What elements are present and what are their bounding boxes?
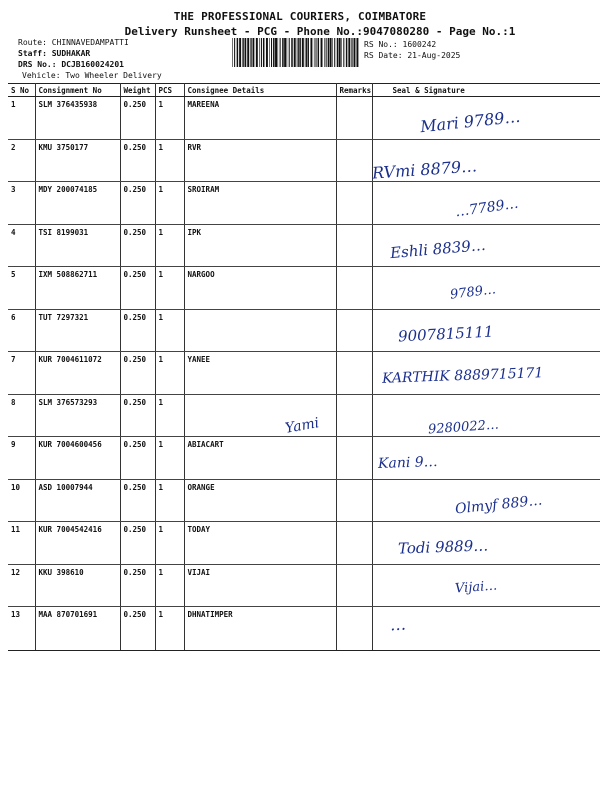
- handwritten-signature: Todi 9889…: [397, 536, 489, 558]
- barcode-bar: [316, 38, 317, 67]
- consignee-cell: RVR: [184, 139, 336, 182]
- consignee-cell: YANEE: [184, 352, 336, 395]
- consignment-no-cell: IXM 508862711: [35, 267, 120, 310]
- remarks-cell: [336, 267, 372, 310]
- barcode-bar: [289, 38, 290, 67]
- consignment-no-cell: SLM 376573293: [35, 394, 120, 437]
- table-row: [8, 182, 600, 225]
- table-row: [8, 522, 600, 565]
- weight-cell: 0.250: [120, 522, 155, 565]
- barcode-bar: [337, 38, 339, 67]
- handwritten-signature: Eshli 8839…: [389, 235, 487, 263]
- barcode-bar: [330, 38, 332, 67]
- signature-cell: [372, 182, 600, 225]
- table-header-row: [8, 84, 600, 97]
- consignee-cell: [184, 309, 336, 352]
- barcode-bar: [324, 38, 325, 67]
- pcs-cell: 1: [155, 607, 184, 651]
- barcode-bar: [237, 38, 239, 67]
- signature-cell: [372, 224, 600, 267]
- weight-cell: 0.250: [120, 309, 155, 352]
- barcode-bar: [239, 38, 241, 67]
- sno-cell: 12: [8, 564, 35, 607]
- barcode-bar: [306, 38, 307, 67]
- pcs-cell: 1: [155, 309, 184, 352]
- handwritten-signature: 9789…: [449, 282, 497, 303]
- barcode-bar: [339, 38, 341, 67]
- signature-cell: [372, 139, 600, 182]
- pcs-cell: 1: [155, 437, 184, 480]
- barcode-bar: [354, 38, 356, 67]
- barcode-bar: [232, 38, 233, 67]
- table-row: [8, 394, 600, 437]
- consignee-cell: TODAY: [184, 522, 336, 565]
- pcs-cell: 1: [155, 394, 184, 437]
- sno-cell: 7: [8, 352, 35, 395]
- weight-cell: 0.250: [120, 437, 155, 480]
- weight-cell: 0.250: [120, 564, 155, 607]
- consignee-cell: ABIACART: [184, 437, 336, 480]
- barcode-bar: [328, 38, 330, 67]
- weight-cell: 0.250: [120, 267, 155, 310]
- remarks-cell: [336, 309, 372, 352]
- barcode-bar: [326, 38, 327, 67]
- signature-cell: [372, 564, 600, 607]
- barcode-bar: [247, 38, 249, 67]
- weight-cell: 0.250: [120, 97, 155, 140]
- rs-date: RS Date: 21-Aug-2025: [364, 51, 461, 60]
- barcode-bar: [318, 38, 320, 67]
- signature-cell: [372, 394, 600, 437]
- consignee-cell: DHNATIMPER: [184, 607, 336, 651]
- barcode-bar: [256, 38, 258, 67]
- weight-cell: 0.250: [120, 224, 155, 267]
- signature-cell: [372, 309, 600, 352]
- pcs-cell: 1: [155, 139, 184, 182]
- col-consignee-details: Consignee Details: [184, 84, 336, 97]
- barcode-bar: [332, 38, 333, 67]
- barcode-bar: [250, 38, 251, 67]
- barcode-bar: [307, 38, 309, 67]
- barcode-bar: [259, 38, 260, 67]
- sno-cell: 4: [8, 224, 35, 267]
- pcs-cell: 1: [155, 479, 184, 522]
- pcs-cell: 1: [155, 224, 184, 267]
- consignment-no-cell: TUT 7297321: [35, 309, 120, 352]
- table-row: [8, 479, 600, 522]
- sno-cell: 13: [8, 607, 35, 651]
- remarks-cell: [336, 224, 372, 267]
- consignment-no-cell: KUR 7004600456: [35, 437, 120, 480]
- barcode-bar: [352, 38, 353, 67]
- barcode-bar: [294, 38, 296, 67]
- col-consignment-no: Consignment No: [35, 84, 120, 97]
- remarks-cell: [336, 182, 372, 225]
- consignment-no-cell: KMU 3750177: [35, 139, 120, 182]
- barcode-bar: [291, 38, 293, 67]
- barcode-bar: [251, 38, 252, 67]
- barcode-bar: [356, 38, 358, 67]
- barcode-bar: [271, 38, 272, 67]
- barcode-bar: [282, 38, 284, 67]
- col-weight: Weight: [120, 84, 155, 97]
- barcode-bar: [298, 38, 299, 67]
- remarks-cell: [336, 607, 372, 651]
- barcode-bar: [284, 38, 286, 67]
- handwritten-signature: KARTHIK 8889715171: [381, 365, 544, 387]
- table-row: [8, 564, 600, 607]
- consignee-cell: VIJAI: [184, 564, 336, 607]
- consignment-no-cell: KUR 7004542416: [35, 522, 120, 565]
- barcode-bar: [243, 38, 244, 67]
- barcode-bar: [314, 38, 315, 67]
- remarks-cell: [336, 394, 372, 437]
- barcode-bar: [310, 38, 312, 67]
- barcode-bar: [278, 38, 279, 67]
- barcode-bar: [299, 38, 301, 67]
- company-title: THE PROFESSIONAL COURIERS, COIMBATORE: [173, 10, 427, 23]
- pcs-cell: 1: [155, 522, 184, 565]
- barcode-bar: [297, 38, 298, 67]
- col-sno: S No: [8, 84, 35, 97]
- barcode-bar: [234, 38, 235, 67]
- weight-cell: 0.250: [120, 182, 155, 225]
- handwritten-signature: Vijai…: [454, 578, 498, 597]
- sno-cell: 10: [8, 479, 35, 522]
- remarks-cell: [336, 139, 372, 182]
- table-row: [8, 97, 600, 140]
- handwritten-signature: RVmi 8879…: [371, 156, 478, 183]
- barcode-bar: [348, 38, 350, 67]
- table-row: [8, 607, 600, 651]
- consignment-no-cell: TSI 8199031: [35, 224, 120, 267]
- sno-cell: 6: [8, 309, 35, 352]
- sno-cell: 1: [8, 97, 35, 140]
- consignee-cell: ORANGE: [184, 479, 336, 522]
- barcode-bar: [302, 38, 304, 67]
- barcode-bar: [253, 38, 255, 67]
- table-row: [8, 352, 600, 395]
- barcode-bar: [245, 38, 247, 67]
- barcode-bar: [280, 38, 281, 67]
- sno-cell: 8: [8, 394, 35, 437]
- barcode-bar: [266, 38, 268, 67]
- pcs-cell: 1: [155, 564, 184, 607]
- consignment-no-cell: KUR 7004611072: [35, 352, 120, 395]
- barcode-bar: [343, 38, 344, 67]
- consignment-no-cell: KKU 398610: [35, 564, 120, 607]
- runsheet-title: Delivery Runsheet - PCG - Phone No.:9047080280 - Page No.:1: [124, 25, 516, 38]
- handwritten-signature: Olmyf 889…: [454, 492, 544, 518]
- weight-cell: 0.250: [120, 479, 155, 522]
- col-pcs: PCS: [155, 84, 184, 97]
- signature-cell: [372, 97, 600, 140]
- pcs-cell: 1: [155, 267, 184, 310]
- handwritten-signature: 9007815111: [397, 322, 494, 346]
- barcode-bar: [269, 38, 270, 67]
- barcode-bar: [275, 38, 277, 67]
- consignee-cell: MAREENA: [184, 97, 336, 140]
- col-remarks: Remarks: [336, 84, 372, 97]
- remarks-cell: [336, 437, 372, 480]
- handwritten-signature: Kani 9…: [377, 453, 438, 473]
- weight-cell: 0.250: [120, 394, 155, 437]
- signature-cell: [372, 437, 600, 480]
- sno-cell: 5: [8, 267, 35, 310]
- signature-cell: [372, 267, 600, 310]
- remarks-cell: [336, 352, 372, 395]
- consignment-no-cell: SLM 376435938: [35, 97, 120, 140]
- drs-number: DRS No.: DCJB160024201: [18, 60, 124, 69]
- weight-cell: 0.250: [120, 352, 155, 395]
- barcode-bar: [351, 38, 352, 67]
- sno-cell: 2: [8, 139, 35, 182]
- sno-cell: 3: [8, 182, 35, 225]
- signature-cell: [372, 352, 600, 395]
- remarks-cell: [336, 522, 372, 565]
- consignee-cell: NARGOO: [184, 267, 336, 310]
- signature-cell: [372, 522, 600, 565]
- vehicle-label: Vehicle: Two Wheeler Delivery: [22, 71, 162, 80]
- barcode-bar: [305, 38, 306, 67]
- handwritten-signature: 9280022…: [427, 417, 500, 438]
- remarks-cell: [336, 97, 372, 140]
- barcode-bar: [346, 38, 348, 67]
- remarks-cell: [336, 479, 372, 522]
- sno-cell: 9: [8, 437, 35, 480]
- barcode-bar: [334, 38, 335, 67]
- handwritten-signature: Mari 9789…: [419, 106, 522, 137]
- table-row: [8, 267, 600, 310]
- barcode-bar: [242, 38, 243, 67]
- consignment-no-cell: MAA 870701691: [35, 607, 120, 651]
- weight-cell: 0.250: [120, 139, 155, 182]
- table-row: [8, 437, 600, 480]
- signature-cell: [372, 607, 600, 651]
- table-row: [8, 224, 600, 267]
- consignee-cell: [184, 394, 336, 437]
- pcs-cell: 1: [155, 352, 184, 395]
- runsheet-table: [8, 83, 600, 651]
- col-seal-signature: Seal & Signature: [372, 84, 600, 97]
- remarks-cell: [336, 564, 372, 607]
- barcode: [232, 38, 360, 67]
- barcode-bar: [273, 38, 275, 67]
- handwritten-signature: …: [389, 614, 407, 635]
- weight-cell: 0.250: [120, 607, 155, 651]
- pcs-cell: 1: [155, 182, 184, 225]
- handwritten-signature: …7789…: [454, 195, 520, 221]
- sno-cell: 11: [8, 522, 35, 565]
- signature-cell: [372, 479, 600, 522]
- consignment-no-cell: ASD 10007944: [35, 479, 120, 522]
- consignee-cell: IPK: [184, 224, 336, 267]
- table-row: [8, 139, 600, 182]
- route-label: Route: CHINNAVEDAMPATTI: [18, 38, 129, 47]
- barcode-bar: [287, 38, 288, 67]
- consignment-no-cell: MDY 200074185: [35, 182, 120, 225]
- consignee-cell: SROIRAM: [184, 182, 336, 225]
- barcode-bar: [261, 38, 262, 67]
- staff-label: Staff: SUDHAKAR: [18, 49, 91, 58]
- rs-number: RS No.: 1600242: [364, 40, 437, 49]
- barcode-bar: [321, 38, 323, 67]
- handwritten-signature: Yami: [283, 415, 321, 437]
- pcs-cell: 1: [155, 97, 184, 140]
- barcode-bar: [341, 38, 342, 67]
- table-row: [8, 309, 600, 352]
- barcode-bar: [263, 38, 265, 67]
